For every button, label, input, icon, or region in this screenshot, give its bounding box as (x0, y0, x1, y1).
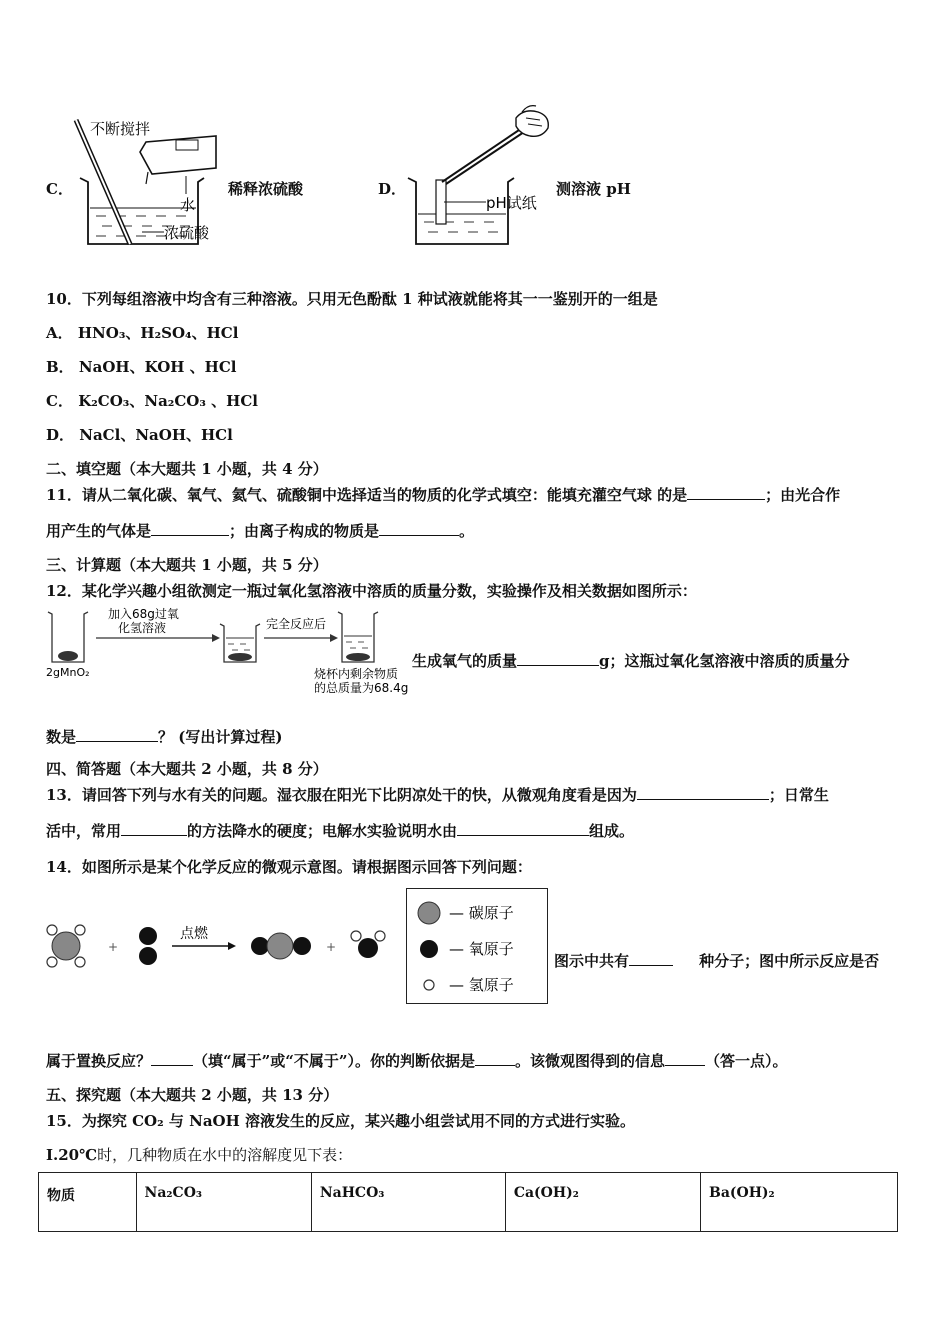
q15-part1: Ⅰ.20℃时，几种物质在水中的溶解度见下表： (46, 1146, 353, 1164)
acid-label: 浓硫酸 (164, 224, 210, 242)
q12-blank-2[interactable] (76, 727, 158, 742)
stir-label: 不断搅拌 (90, 120, 151, 138)
ph-paper-label: pH试纸 (486, 194, 537, 212)
q13-blank-2[interactable] (121, 821, 187, 836)
option-d-letter: D． (378, 180, 407, 198)
q13-blank-3[interactable] (457, 821, 589, 836)
oxygen-atom-icon (420, 940, 438, 958)
dilute-sulfuric-acid-figure (66, 112, 226, 252)
q15-stem: 15．为探究 CO₂ 与 NaOH 溶液发生的反应，某兴趣小组尝试用不同的方式进行实验。 (46, 1112, 636, 1130)
carbon-atom-icon (418, 902, 440, 924)
remaining-mass-line1: 烧杯内剩余物质 (314, 667, 399, 681)
section-2-title: 二、填空题（本大题共 1 小题，共 4 分） (46, 460, 328, 478)
option-d-label: 测溶液 pH (556, 180, 631, 198)
section-3-title: 三、计算题（本大题共 1 小题，共 5 分） (46, 556, 328, 574)
table-header-cell: Na₂CO₃ (136, 1173, 311, 1232)
table-header-cell: Ba(OH)₂ (700, 1173, 897, 1232)
solubility-table (38, 1172, 898, 1232)
q10-option-d: D． NaCl、NaOH、HCl (46, 426, 233, 444)
table-header-cell: 物质 (39, 1173, 137, 1232)
q10-option-b: B． NaOH、KOH 、HCl (46, 358, 237, 376)
q10-option-c: C． K₂CO₃、Na₂CO₃ 、HCl (46, 392, 258, 410)
q14-blank-2[interactable] (151, 1051, 193, 1066)
q13-line2: 活中，常用 的方法降水的硬度；电解水实验说明水由 组成。 (46, 822, 635, 840)
q12-line2: 数是 ？ (写出计算过程) (46, 728, 283, 746)
q14-blank-4[interactable] (665, 1051, 705, 1066)
option-c-label: 稀释浓硫酸 (228, 180, 304, 198)
table-row (39, 1173, 898, 1232)
q10-stem: 10．下列每组溶液中均含有三种溶液。只用无色酚酞 1 种试液就能将其一一鉴别开的一组是 (46, 290, 658, 308)
measure-ph-figure (404, 98, 554, 250)
q14-stem: 14．如图所示是某个化学反应的微观示意图。请根据图示回答下列问题： (46, 858, 532, 876)
methane-molecule (47, 925, 85, 967)
q12-line1: 生成氧气的质量 g；这瓶过氧化氢溶液中溶质的质量分 (412, 652, 850, 670)
remaining-mass-line2: 的总质量为68.4g (314, 681, 409, 695)
q12-experiment-figure (44, 604, 414, 700)
option-c-letter: C． (46, 180, 73, 198)
q14-blank-1[interactable] (629, 951, 673, 966)
add-h2o2-line2: 化氢溶液 (118, 621, 167, 635)
reaction-micro-diagram (44, 916, 394, 976)
q11-line1: 11．请从二氧化碳、氧气、氦气、硫酸铜中选择适当的物质的化学式填空：能填充灌空气球 的是 ；由光合作 (46, 486, 841, 504)
q13-line1: 13．请回答下列与水有关的问题。湿衣服在阳光下比阴凉处干的快，从微观角度看是因为 ；日常生 (46, 786, 829, 804)
table-header-cell: NaHCO₃ (311, 1173, 505, 1232)
q12-blank-1[interactable] (517, 651, 599, 666)
q11-line2: 用产生的气体是 ；由离子构成的物质是 。 (46, 522, 475, 540)
section-5-title: 五、探究题（本大题共 2 小题，共 13 分） (46, 1086, 339, 1104)
legend-oxygen: — 氧原子 (449, 940, 514, 958)
add-h2o2-line1: 加入68g过氧 (108, 607, 179, 621)
table-header-cell: Ca(OH)₂ (505, 1173, 700, 1232)
legend-carbon: — 碳原子 (449, 904, 514, 922)
complete-reaction-label: 完全反应后 (266, 617, 327, 631)
atom-legend (406, 888, 548, 1004)
mno2-label: 2gMnO₂ (46, 666, 90, 679)
q14-blank-3[interactable] (475, 1051, 515, 1066)
ignite-label: 点燃 (180, 926, 208, 942)
q12-stem: 12．某化学兴趣小组欲测定一瓶过氧化氢溶液中溶质的质量分数，实验操作及相关数据如图所示： (46, 582, 697, 600)
q14-line2: 属于置换反应？ （填“属于”或“不属于”）。你的判断依据是 。该微观图得到的信息 （答一点）。 (46, 1052, 788, 1070)
plus-1: + (108, 940, 119, 954)
plus-2: + (326, 940, 337, 954)
legend-hydrogen: — 氢原子 (449, 976, 514, 994)
q11-blank-2[interactable] (151, 521, 229, 536)
section-4-title: 四、简答题（本大题共 2 小题，共 8 分） (46, 760, 328, 778)
water-molecule (351, 931, 385, 958)
oxygen-molecule (139, 927, 157, 965)
q11-blank-3[interactable] (379, 521, 459, 536)
hydrogen-atom-icon (424, 980, 434, 990)
q10-option-a: A． HNO₃、H₂SO₄、HCl (46, 324, 239, 342)
water-label: 水 (180, 196, 196, 214)
q11-blank-1[interactable] (687, 485, 765, 500)
co2-molecule (251, 933, 311, 959)
q14-line1: 图示中共有 种分子；图中所示反应是否 (554, 952, 880, 970)
q13-blank-1[interactable] (637, 785, 769, 800)
